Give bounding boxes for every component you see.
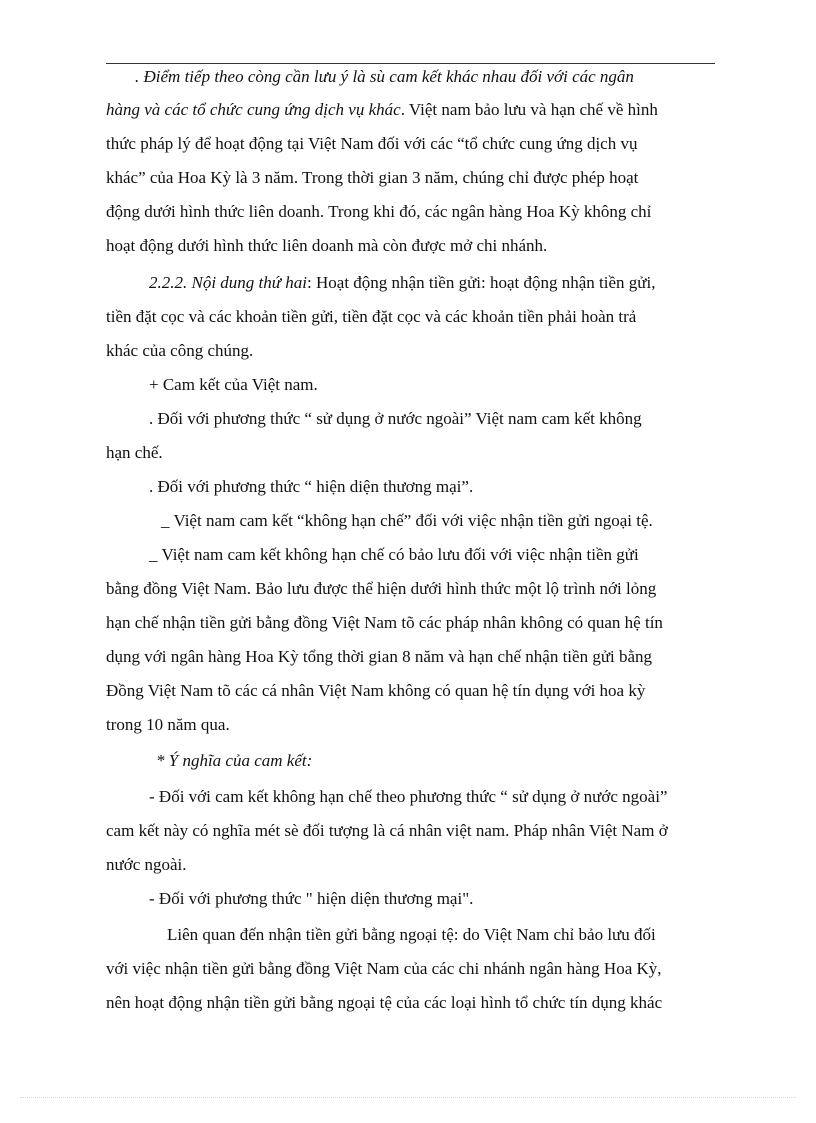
paragraph-4-line-2: hạn chế.: [106, 443, 163, 462]
paragraph-11-line-1: Liên quan đến nhận tiền gửi bằng ngoại tệ: do Việt Nam chỉ bảo lưu đối: [167, 925, 656, 944]
paragraph-4-line-1: . Đối với phương thức “ sử dụng ở nước ngoài” Việt nam cam kết không: [149, 409, 642, 428]
paragraph-7-line-5: Đồng Việt Nam tõ các cá nhân Việt Nam không có quan hệ tín dụng với hoa kỳ: [106, 681, 646, 700]
paragraph-7-line-2: bằng đồng Việt Nam. Bảo lưu được thể hiện dưới hình thức một lộ trình nới lỏng: [106, 579, 657, 598]
paragraph-7-line-4: dụng với ngân hàng Hoa Kỳ tổng thời gian 8 năm và hạn chế nhận tiền gửi bằng: [106, 647, 653, 666]
paragraph-7-line-1: _ Việt nam cam kết không hạn chế có bảo lưu đối với việc nhận tiền gửi: [149, 545, 639, 564]
paragraph-10: - Đối với phương thức " hiện diện thương mại".: [149, 889, 474, 908]
page-bottom-border: [20, 1097, 796, 1098]
paragraph-1-line-1: . Điểm tiếp theo còng cần lưu ý là sù cam kết khác nhau đối với các ngân: [135, 67, 634, 86]
paragraph-7-line-6: trong 10 năm qua.: [106, 715, 230, 734]
paragraph-7-line-3: hạn chế nhận tiền gửi bằng đồng Việt Nam tõ các pháp nhân không có quan hệ tín: [106, 613, 663, 632]
paragraph-1-line-2: hàng và các tổ chức cung ứng dịch vụ khác. Việt nam bảo lưu và hạn chế về hình: [106, 100, 658, 119]
paragraph-1-line-3: thức pháp lý để hoạt động tại Việt Nam đối với các “tổ chức cung ứng dịch vụ: [106, 134, 638, 153]
header-rule: [106, 63, 715, 64]
paragraph-2-line-2: tiền đặt cọc và các khoản tiền gửi, tiền đặt cọc và các khoản tiền phải hoàn trả: [106, 307, 637, 326]
commitment-heading: + Cam kết của Việt nam.: [149, 375, 318, 394]
paragraph-11-line-2: với việc nhận tiền gửi bằng đồng Việt Nam của các chi nhánh ngân hàng Hoa Kỳ,: [106, 959, 662, 978]
paragraph-9-line-2: cam kết này có nghĩa mét sè đối tượng là cá nhân việt nam. Pháp nhân Việt Nam ở: [106, 821, 668, 840]
meaning-heading: * Ý nghĩa của cam kết:: [156, 751, 313, 770]
paragraph-11-line-3: nên hoạt động nhận tiền gửi bằng ngoại tệ của các loại hình tổ chức tín dụng khác: [106, 993, 663, 1012]
paragraph-1-line-4: khác” của Hoa Kỳ là 3 năm. Trong thời gian 3 năm, chúng chỉ được phép hoạt: [106, 168, 639, 187]
paragraph-6: _ Việt nam cam kết “không hạn chế” đối với việc nhận tiền gửi ngoại tệ.: [161, 511, 653, 530]
paragraph-1-line-6: hoạt động dưới hình thức liên doanh mà còn được mở chi nhánh.: [106, 236, 548, 255]
paragraph-9-line-3: nước ngoài.: [106, 855, 187, 874]
paragraph-2-line-3: khác của công chúng.: [106, 341, 254, 360]
paragraph-9-line-1: - Đối với cam kết không hạn chế theo phương thức “ sử dụng ở nước ngoài”: [149, 787, 668, 806]
paragraph-5: . Đối với phương thức “ hiện diện thương mại”.: [149, 477, 474, 496]
paragraph-1-line-5: động dưới hình thức liên doanh. Trong khi đó, các ngân hàng Hoa Kỳ không chỉ: [106, 202, 652, 221]
section-heading-2-2-2: 2.2.2. Nội dung thứ hai: Hoạt động nhận tiền gửi: hoạt động nhận tiền gửi,: [149, 273, 656, 292]
